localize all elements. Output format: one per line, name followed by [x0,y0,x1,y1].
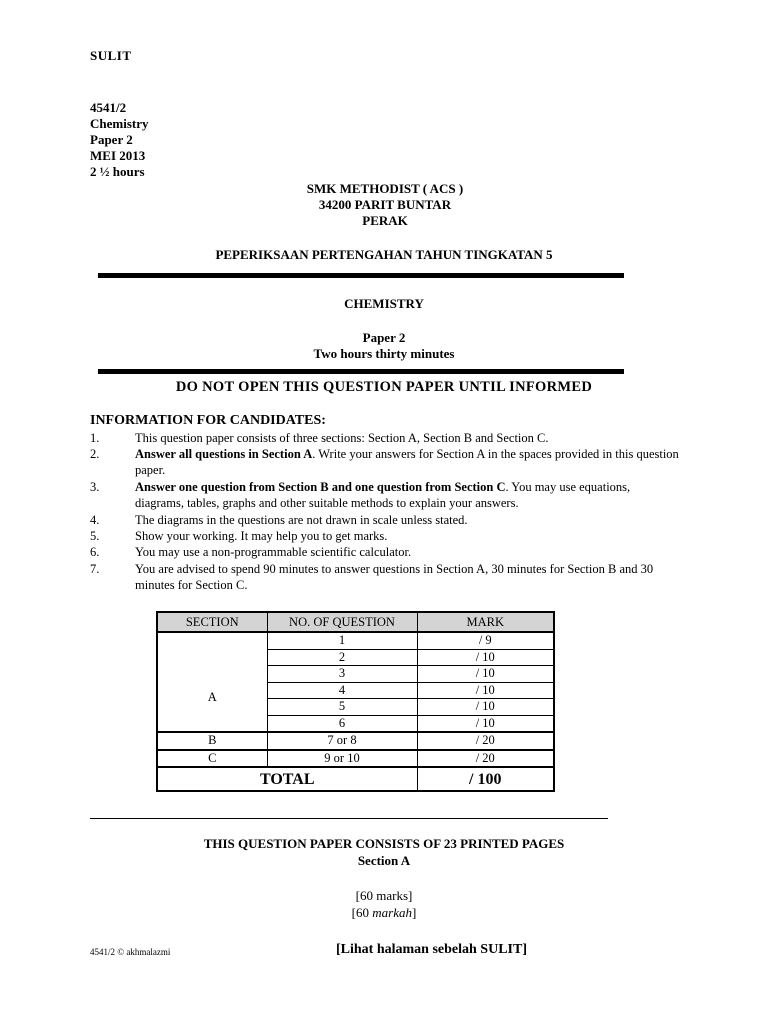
paper-title: Paper 2 [362,330,406,345]
warning-notice: DO NOT OPEN THIS QUESTION PAPER UNTIL INFORMED [175,379,593,395]
info-item [90,430,680,446]
paper-code: 4541/2 [90,100,127,115]
table-header: NO. OF QUESTION [267,612,417,632]
info-item-text: . You may use equations, diagrams, tables, graphs and other suitable methods to explain your answers. [135,480,631,510]
mark-cell: / 10 [417,715,554,732]
paper-duration-words: Two hours thirty minutes [313,346,455,361]
section-c-cell: C [157,750,267,768]
info-item-text: The diagrams in the questions are not drawn in scale unless stated. [135,513,468,527]
paper-info-block [90,100,149,180]
school-state: PERAK [362,213,408,228]
school-address: 34200 PARIT BUNTAR [318,197,452,212]
info-item-text: . Write your answers for Section A in the spaces provided in this question paper. [135,447,679,477]
table-header: MARK [417,612,554,632]
mark-cell: / 10 [417,682,554,699]
exam-title: PEPERIKSAAN PERTENGAHAN TAHUN TINGKATAN 5 [215,247,553,262]
footer-next-page: [Lihat halaman sebelah SULIT] [336,942,527,957]
school-name: SMK METHODIST ( ACS ) [306,181,464,196]
question-cell: 2 [267,649,417,666]
info-item [90,561,680,593]
info-item-number: 7. [90,562,100,576]
question-cell: 5 [267,699,417,716]
mark-cell: / 10 [417,666,554,683]
info-item-text: You are advised to spend 90 minutes to answer questions in Section A, 30 minutes for Section B and 30 minutes for Section C. [135,562,654,592]
info-item-number: 5. [90,529,100,543]
table-header: SECTION [157,612,267,632]
mark-cell: / 9 [417,632,554,649]
sulit-label: SULIT [90,48,132,63]
table-row [157,750,554,768]
info-item-number: 1. [90,431,100,445]
paper-duration: 2 ½ hours [90,164,145,179]
subject-title: CHEMISTRY [344,296,424,311]
marks-malay: [60 markah] [351,905,417,920]
school-block [250,181,520,229]
table-row [157,732,554,750]
marks-english: [60 marks] [355,888,413,903]
question-cell: 4 [267,682,417,699]
paper-title-block [98,330,670,362]
info-item [90,544,680,560]
info-item-text: Show your working. It may help you to get marks. [135,529,388,543]
section-b-cell: B [157,732,267,750]
mark-cell: / 20 [417,732,554,750]
info-item-text: You may use a non-programmable scientific calculator. [135,545,412,559]
bottom-rule [98,369,624,374]
pages-note: THIS QUESTION PAPER CONSISTS OF 23 PRINTED PAGES [203,836,565,851]
paper-date: MEI 2013 [90,148,146,163]
question-cell: 6 [267,715,417,732]
info-item-number: 4. [90,513,100,527]
question-cell: 3 [267,666,417,683]
mark-cell: / 10 [417,699,554,716]
info-item-number: 6. [90,545,100,559]
info-item [90,446,680,478]
table-header-row [157,612,554,632]
marks-table [156,611,555,792]
total-label: TOTAL [157,767,417,791]
top-rule [98,273,624,278]
info-item [90,479,680,511]
info-item [90,528,680,544]
table-row [157,632,554,649]
paper-subject: Chemistry [90,116,149,131]
footer-copyright: 4541/2 © akhmalazmi [90,947,171,957]
question-cell: 1 [267,632,417,649]
question-cell: 9 or 10 [267,750,417,768]
info-item [90,512,680,528]
info-item-number: 2. [90,447,100,461]
info-item-bold: Answer all questions in Section A [135,447,313,461]
info-item-number: 3. [90,480,100,494]
info-heading: INFORMATION FOR CANDIDATES: [90,413,326,428]
paper-number: Paper 2 [90,132,133,147]
mark-cell: / 20 [417,750,554,768]
divider-line [90,818,608,819]
section-a-cell: A [157,632,267,732]
total-row [157,767,554,791]
question-cell: 7 or 8 [267,732,417,750]
total-mark: / 100 [417,767,554,791]
info-item-bold: Answer one question from Section B and one question from Section C [135,480,506,494]
info-item-text: This question paper consists of three sections: Section A, Section B and Section C. [135,431,549,445]
mark-cell: / 10 [417,649,554,666]
section-a-title: Section A [357,853,411,868]
